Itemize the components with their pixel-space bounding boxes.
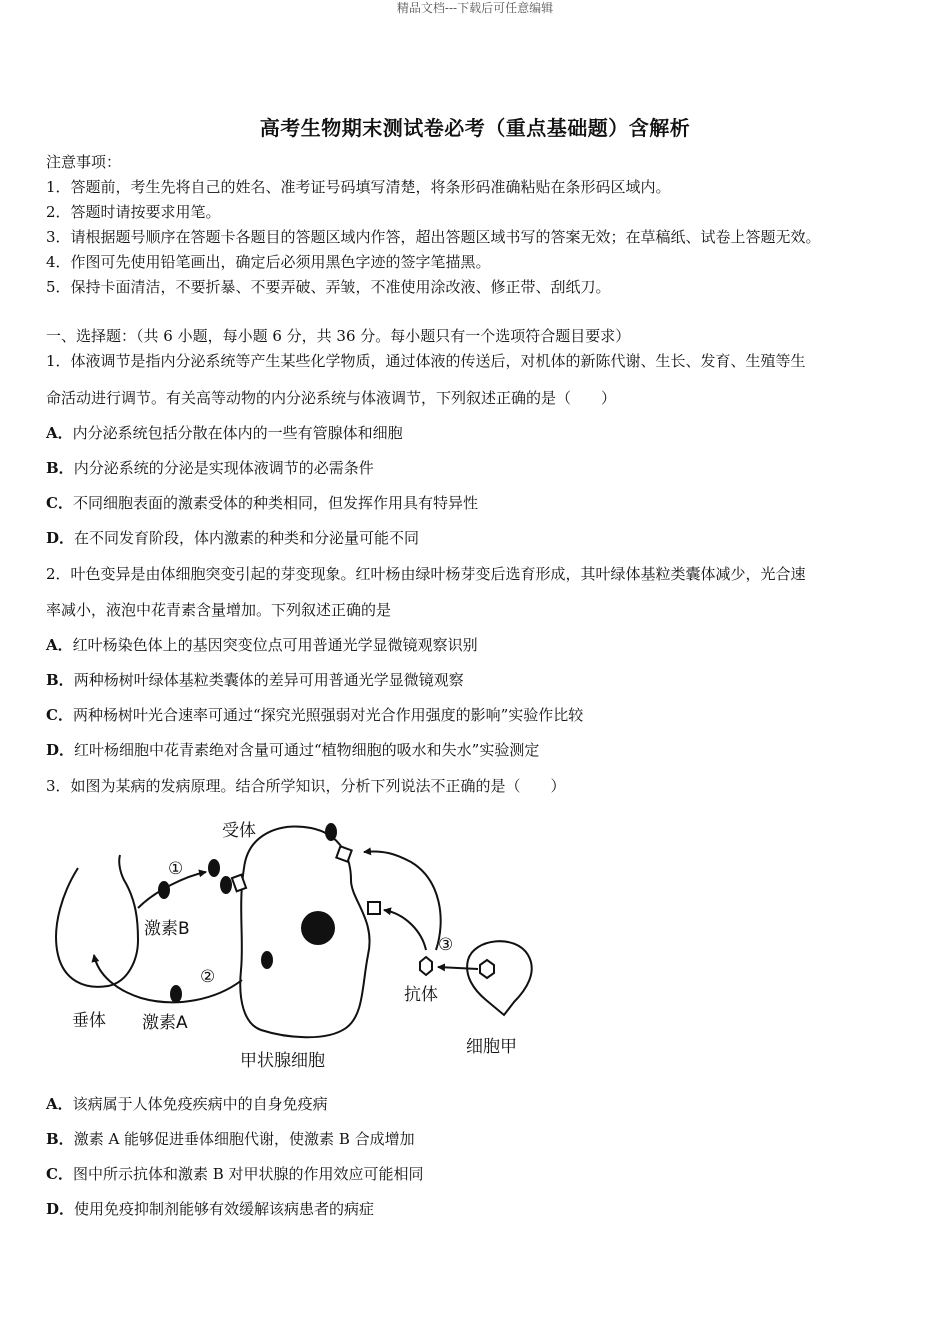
- question-3-option-c: [46, 1164, 424, 1184]
- question-2-option-c: [46, 705, 583, 725]
- arrow-step-3: [364, 851, 441, 950]
- hormone-b-molecule: [325, 823, 337, 841]
- hormone-b-molecule: [220, 876, 232, 894]
- notice-item: 1．答题前，考生先将自己的姓名、准考证号码填写清楚，将条形码准确粘贴在条形码区域内。: [46, 178, 671, 196]
- notice-item: 2．答题时请按要求用笔。: [46, 203, 221, 221]
- cell-jia-outline: [467, 941, 532, 1015]
- question-1-option-d: [46, 528, 419, 548]
- option-letter: C．: [46, 706, 73, 724]
- antibody-released: [420, 957, 432, 975]
- question-2-stem: 率减小，液泡中花青素含量增加。下列叙述正确的是: [46, 601, 392, 619]
- label-antibody: 抗体: [404, 985, 438, 1005]
- section-heading: 一、选择题：（共 6 小题，每小题 6 分，共 36 分。每小题只有一个选项符合题目要求）: [46, 327, 631, 345]
- option-letter: A．: [46, 1095, 73, 1113]
- question-1-option-a: [46, 423, 403, 443]
- notice-heading: 注意事项：: [46, 153, 122, 171]
- label-pituitary: 垂体: [72, 1011, 106, 1031]
- disease-mechanism-figure: [46, 810, 546, 1080]
- receptor-top: [336, 846, 351, 861]
- option-text: 内分泌系统的分泌是实现体液调节的必需条件: [73, 459, 374, 477]
- option-text: 图中所示抗体和激素 B 对甲状腺的作用效应可能相同: [72, 1165, 424, 1183]
- question-3-option-b: [46, 1129, 415, 1149]
- hormone-a-molecule: [170, 985, 182, 1003]
- label-cell-jia: 细胞甲: [466, 1037, 517, 1057]
- option-letter: D．: [46, 529, 75, 547]
- option-letter: B．: [46, 459, 74, 477]
- option-letter: A．: [46, 424, 73, 442]
- question-3-option-a: [46, 1094, 328, 1114]
- question-3-option-d: [46, 1199, 374, 1219]
- option-letter: B．: [46, 671, 74, 689]
- receptor-left: [232, 875, 246, 892]
- option-text: 不同细胞表面的激素受体的种类相同，但发挥作用具有特异性: [72, 494, 478, 512]
- option-text: 使用免疫抑制剂能够有效缓解该病患者的病症: [74, 1200, 375, 1218]
- option-letter: C．: [46, 1165, 73, 1183]
- label-hormone-a: 激素A: [142, 1013, 188, 1033]
- option-letter: A．: [46, 636, 73, 654]
- option-letter: C．: [46, 494, 73, 512]
- label-receptor: 受体: [222, 821, 256, 841]
- disease-mechanism-diagram: [46, 810, 546, 1080]
- hormone-b-molecule: [208, 859, 220, 877]
- label-step-1: ①: [168, 859, 184, 879]
- option-letter: D．: [46, 741, 75, 759]
- option-text: 在不同发育阶段，体内激素的种类和分泌量可能不同: [74, 529, 420, 547]
- question-1-stem: 命活动进行调节。有关高等动物的内分泌系统与体液调节，下列叙述正确的是（ ）: [46, 389, 617, 407]
- option-text: 红叶杨染色体上的基因突变位点可用普通光学显微镜观察识别: [72, 636, 478, 654]
- nucleus: [301, 911, 335, 945]
- option-text: 该病属于人体免疫疾病中的自身免疫病: [72, 1095, 328, 1113]
- page-title: 高考生物期末测试卷必考（重点基础题）含解析: [259, 116, 691, 140]
- option-letter: D．: [46, 1200, 75, 1218]
- option-text: 激素 A 能够促进垂体细胞代谢，使激素 B 合成增加: [73, 1130, 415, 1148]
- option-text: 两种杨树叶光合速率可通过“探究光照强弱对光合作用强度的影响”实验作比较: [72, 706, 584, 724]
- hormone-a-molecule: [261, 951, 273, 969]
- question-2-stem: 2．叶色变异是由体细胞突变引起的芽变现象。红叶杨由绿叶杨芽变后选育形成，其叶绿体基粒类囊体减少，光合速: [46, 565, 806, 583]
- label-step-3: ③: [438, 935, 454, 955]
- label-thyroid-cell: 甲状腺细胞: [240, 1051, 325, 1071]
- option-text: 内分泌系统包括分散在体内的一些有管腺体和细胞: [72, 424, 403, 442]
- question-2-option-d: [46, 740, 539, 760]
- arrow-step-2: [94, 955, 242, 1002]
- antibody-in-cell-jia: [480, 960, 494, 978]
- pituitary-outline: [56, 855, 138, 987]
- question-1-option-c: [46, 493, 478, 513]
- question-1-option-b: [46, 458, 374, 478]
- question-2-option-a: [46, 635, 478, 655]
- notice-item: 4．作图可先使用铅笔画出，确定后必须用黑色字迹的签字笔描黑。: [46, 253, 491, 271]
- label-step-2: ②: [200, 967, 216, 987]
- question-3-stem: 3．如图为某病的发病原理。结合所学知识，分析下列说法不正确的是（ ）: [46, 777, 566, 795]
- notice-item: 5．保持卡面清洁，不要折暴、不要弄破、弄皱，不准使用涂改液、修正带、刮纸刀。: [46, 278, 611, 296]
- label-hormone-b: 激素B: [144, 919, 190, 939]
- arrow-antibody-branch: [384, 910, 426, 950]
- option-letter: B．: [46, 1130, 74, 1148]
- notice-item: 3．请根据题号顺序在答题卡各题目的答题区域内作答，超出答题区域书写的答案无效；在草稿纸、试卷上答题无效。: [46, 228, 821, 246]
- receptor-right: [368, 902, 380, 914]
- question-1-stem: 1．体液调节是指内分泌系统等产生某些化学物质，通过体液的传送后，对机体的新陈代谢、生长、发育、生殖等生: [46, 352, 806, 370]
- arrow-secretion: [438, 967, 478, 969]
- option-text: 红叶杨细胞中花青素绝对含量可通过“植物细胞的吸水和失水”实验测定: [74, 741, 540, 759]
- option-text: 两种杨树叶绿体基粒类囊体的差异可用普通光学显微镜观察: [73, 671, 464, 689]
- question-2-option-b: [46, 670, 464, 690]
- header-note: 精品文档---下载后可任意编辑: [396, 1, 554, 15]
